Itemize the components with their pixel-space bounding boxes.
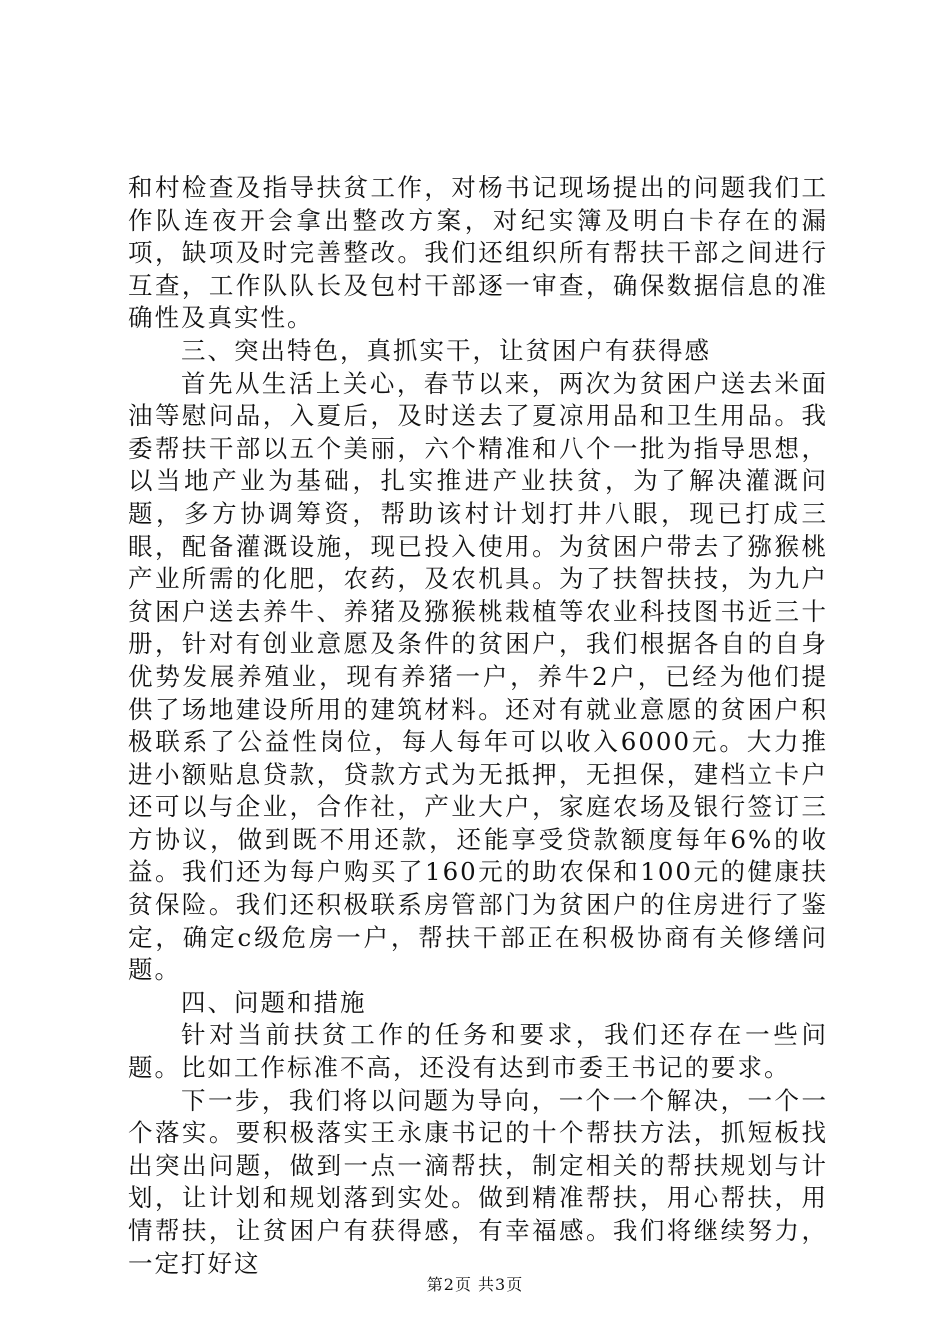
page-number: 第2页 共3页 [426, 1275, 524, 1294]
paragraph-problems: 针对当前扶贫工作的任务和要求，我们还存在一些问题。比如工作标准不高，还没有达到市委王书记的要求。 [128, 1020, 828, 1083]
section-heading-4: 四、问题和措施 [181, 987, 367, 1017]
section-heading-3: 三、突出特色，真抓实干，让贫困户有获得感 [181, 335, 711, 365]
document-body [128, 172, 828, 1280]
page-footer [0, 1275, 950, 1295]
paragraph-poverty-relief-measures: 首先从生活上关心，春节以来，两次为贫困户送去米面油等慰问品，入夏后，及时送去了夏凉用品和卫生用品。我委帮扶干部以五个美丽，六个精准和八个一批为指导思想，以当地产业为基础，扎实推进产业扶贫，为了解决灌溉问题，多方协调筹资，帮助该村计划打井八眼，现已打成三眼，配备灌溉设施，现已投入使用。为贫困户带去了猕猴桃产业所需的化肥，农药，及农机具。为了扶智扶技，为九户贫困户送去养牛、养猪及猕猴桃栽植等农业科技图书近三十册，针对有创业意愿及条件的贫困户，我们根据各自的自身优势发展养殖业，现有养猪一户，养牛2户，已经为他们提供了场地建设所用的建筑材料。还对有就业意愿的贫困户积极联系了公益性岗位，每人每年可以收入6000元。大力推进小额贴息贷款，贷款方式为无抵押，无担保，建档立卡户还可以与企业，合作社，产业大户，家庭农场及银行签订三方协议，做到既不用还款，还能享受贷款额度每年6%的收益。我们还为每户购买了160元的助农保和100元的健康扶贫保险。我们还积极联系房管部门为贫困户的住房进行了鉴定，确定c级危房一户，帮扶干部正在积极协商有关修缮问题。 [128, 368, 828, 985]
paragraph-continuation: 和村检查及指导扶贫工作，对杨书记现场提出的问题我们工作队连夜开会拿出整改方案，对纪实簿及明白卡存在的漏项，缺项及时完善整改。我们还组织所有帮扶干部之间进行互查，工作队队长及包村干部逐一审查，确保数据信息的准确性及真实性。 [128, 173, 828, 333]
paragraph-next-steps: 下一步，我们将以问题为导向，一个一个解决，一个一个落实。要积极落实王永康书记的十个帮扶方法，抓短板找出突出问题，做到一点一滴帮扶，制定相关的帮扶规划与计划，让计划和规划落到实处。做到精准帮扶，用心帮扶，用情帮扶，让贫困户有获得感，有幸福感。我们将继续努力，一定打好这 [128, 1085, 828, 1278]
